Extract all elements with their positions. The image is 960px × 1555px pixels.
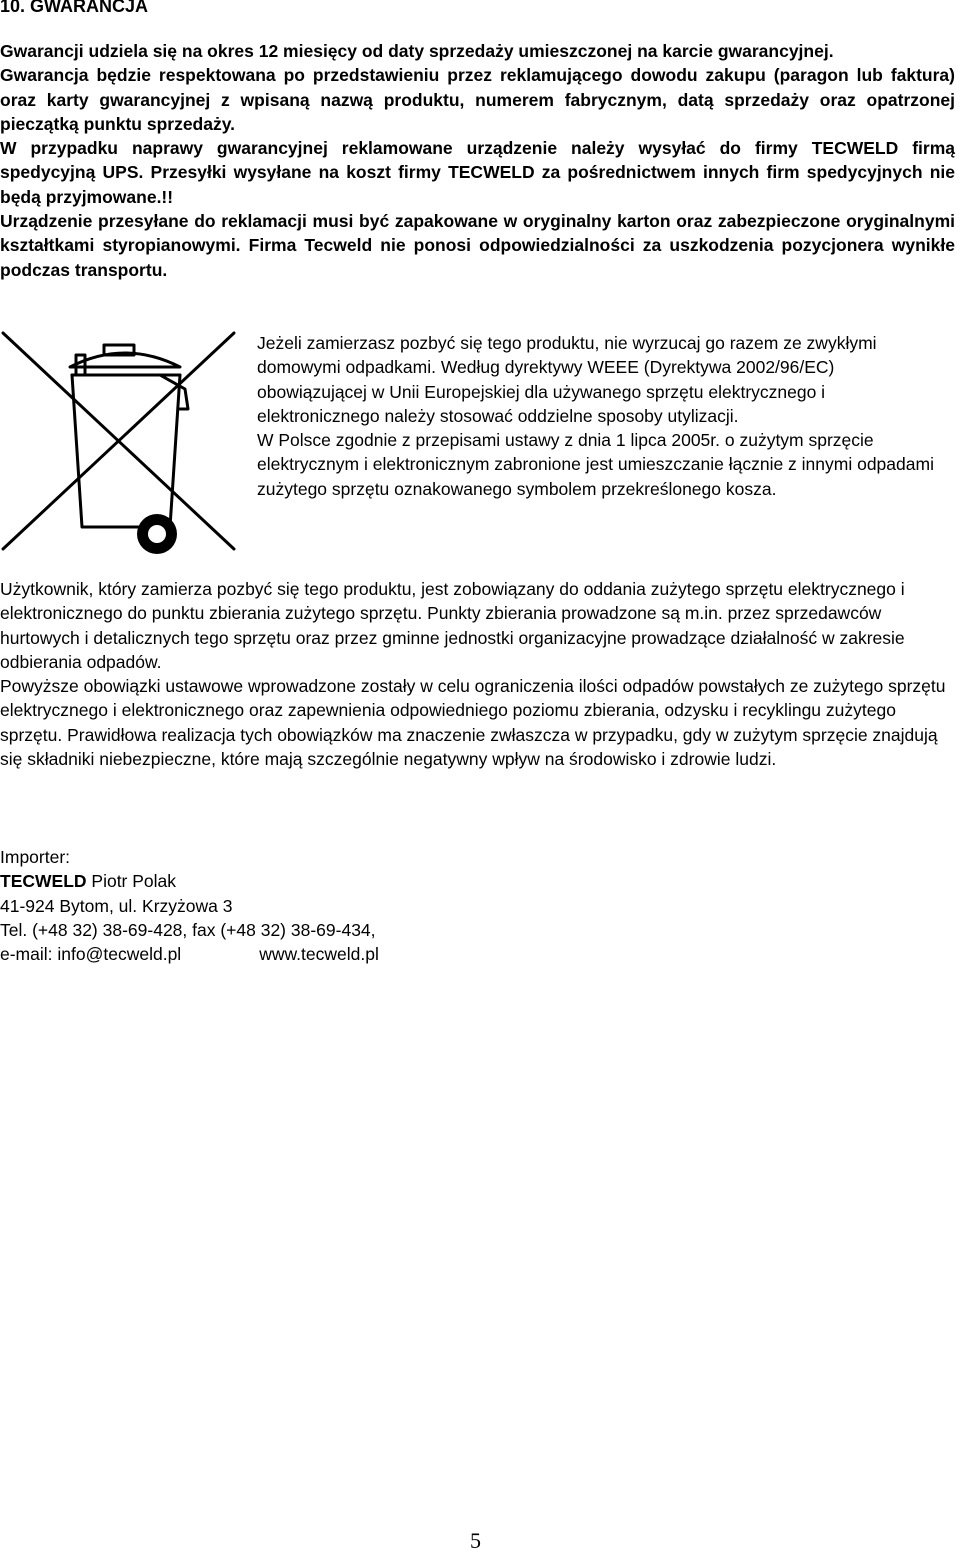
importer-label: Importer: [0,847,71,867]
importer-owner: Piotr Polak [91,871,177,892]
crossed-out-wheelie-bin-icon [0,327,240,557]
email-link[interactable]: info@tecweld.pl [57,944,182,965]
importer-block [0,845,700,966]
importer-phone: Tel. (+48 32) 38-69-428, fax (+48 32) 38-69-434, [0,919,376,940]
importer-contact-line [0,942,700,966]
warranty-paragraph: Urządzenie przesyłane do reklamacji musi być zapakowane w oryginalny karton oraz zabezpieczone oryginalnymi kształtkami styropianowymi. Firma Tecweld nie ponosi odpowiedzialności za uszkodzenia pozycjonera wynikłe podczas transportu. [0,211,955,280]
page-number: 5 [470,1528,481,1553]
weee-paragraph: Jeżeli zamierzasz pozbyć się tego produktu, nie wyrzucaj go razem ze zwykłymi domowymi odpadkami. Według dyrektywy WEEE (Dyrektywa 2002/96/EC) obowiązującej w Unii Europejskiej dla używanego sprzętu elektrycznego i elektronicznego należy stosować oddzielne sposoby utylizacji. [257,333,877,426]
user-paragraph: Użytkownik, który zamierza pozbyć się tego produktu, jest zobowiązany do oddania zużytego sprzętu elektrycznego i elektronicznego do punktu zbierania zużytego sprzętu. Punkty zbierania prowadzone są m.in. przez sprzedawców hurtowych i detalicznych tego sprzętu oraz przez gminne jednostki organizacyjne prowadzące działalność w zakresie odbierania odpadów. [0,579,905,672]
website-link[interactable]: www.tecweld.pl [259,944,379,965]
warranty-section [0,39,955,282]
importer-name-line [0,869,700,893]
section-heading: 10. GWARANCJA [0,0,149,16]
warranty-paragraph: Gwarancja będzie respektowana po przedstawieniu przez reklamującego dowodu zakupu (paragon lub faktura) oraz karty gwarancyjnej z wpisaną nazwą produktu, numerem fabrycznym, datą sprzedaży oraz opatrzonej pieczątką punktu sprzedaży. [0,65,955,134]
user-paragraph: Powyższe obowiązki ustawowe wprowadzone zostały w celu ograniczenia ilości odpadów powstałych ze zużytego sprzętu elektrycznego i elektronicznego oraz zapewnienia odpowiedniego poziomu zbierania, odzysku i recyklingu zużytego sprzętu. Prawidłowa realizacja tych obowiązków ma znaczenie zwłaszcza w przypadku, gdy w zużytym sprzęcie znajdują się składniki niebezpieczne, które mają szczególnie negatywny wpływ na środowisko i zdrowie ludzi. [0,676,946,770]
warranty-paragraph: Gwarancji udziela się na okres 12 miesięcy od daty sprzedaży umieszczonej na karcie gwarancyjnej. [0,41,834,61]
user-obligations [0,577,955,771]
importer-company: TECWELD [0,871,87,892]
email-label: e-mail: [0,944,53,965]
importer-address: 41-924 Bytom, ul. Krzyżowa 3 [0,895,233,916]
weee-paragraph: W Polsce zgodnie z przepisami ustawy z dnia 1 lipca 2005r. o zużytym sprzęcie elektrycznym i elektronicznym zabronione jest umieszczanie łącznie z innymi odpadami zużytego sprzętu oznakowanego symbolem przekreślonego kosza. [257,430,934,499]
weee-notice [257,331,937,501]
warranty-paragraph: W przypadku naprawy gwarancyjnej reklamowane urządzenie należy wysyłać do firmy TECWELD firmą spedycyjną UPS. Przesyłki wysyłane na koszt firmy TECWELD za pośrednictwem innych firm spedycyjnych nie będą przyjmowane.!! [0,138,955,207]
